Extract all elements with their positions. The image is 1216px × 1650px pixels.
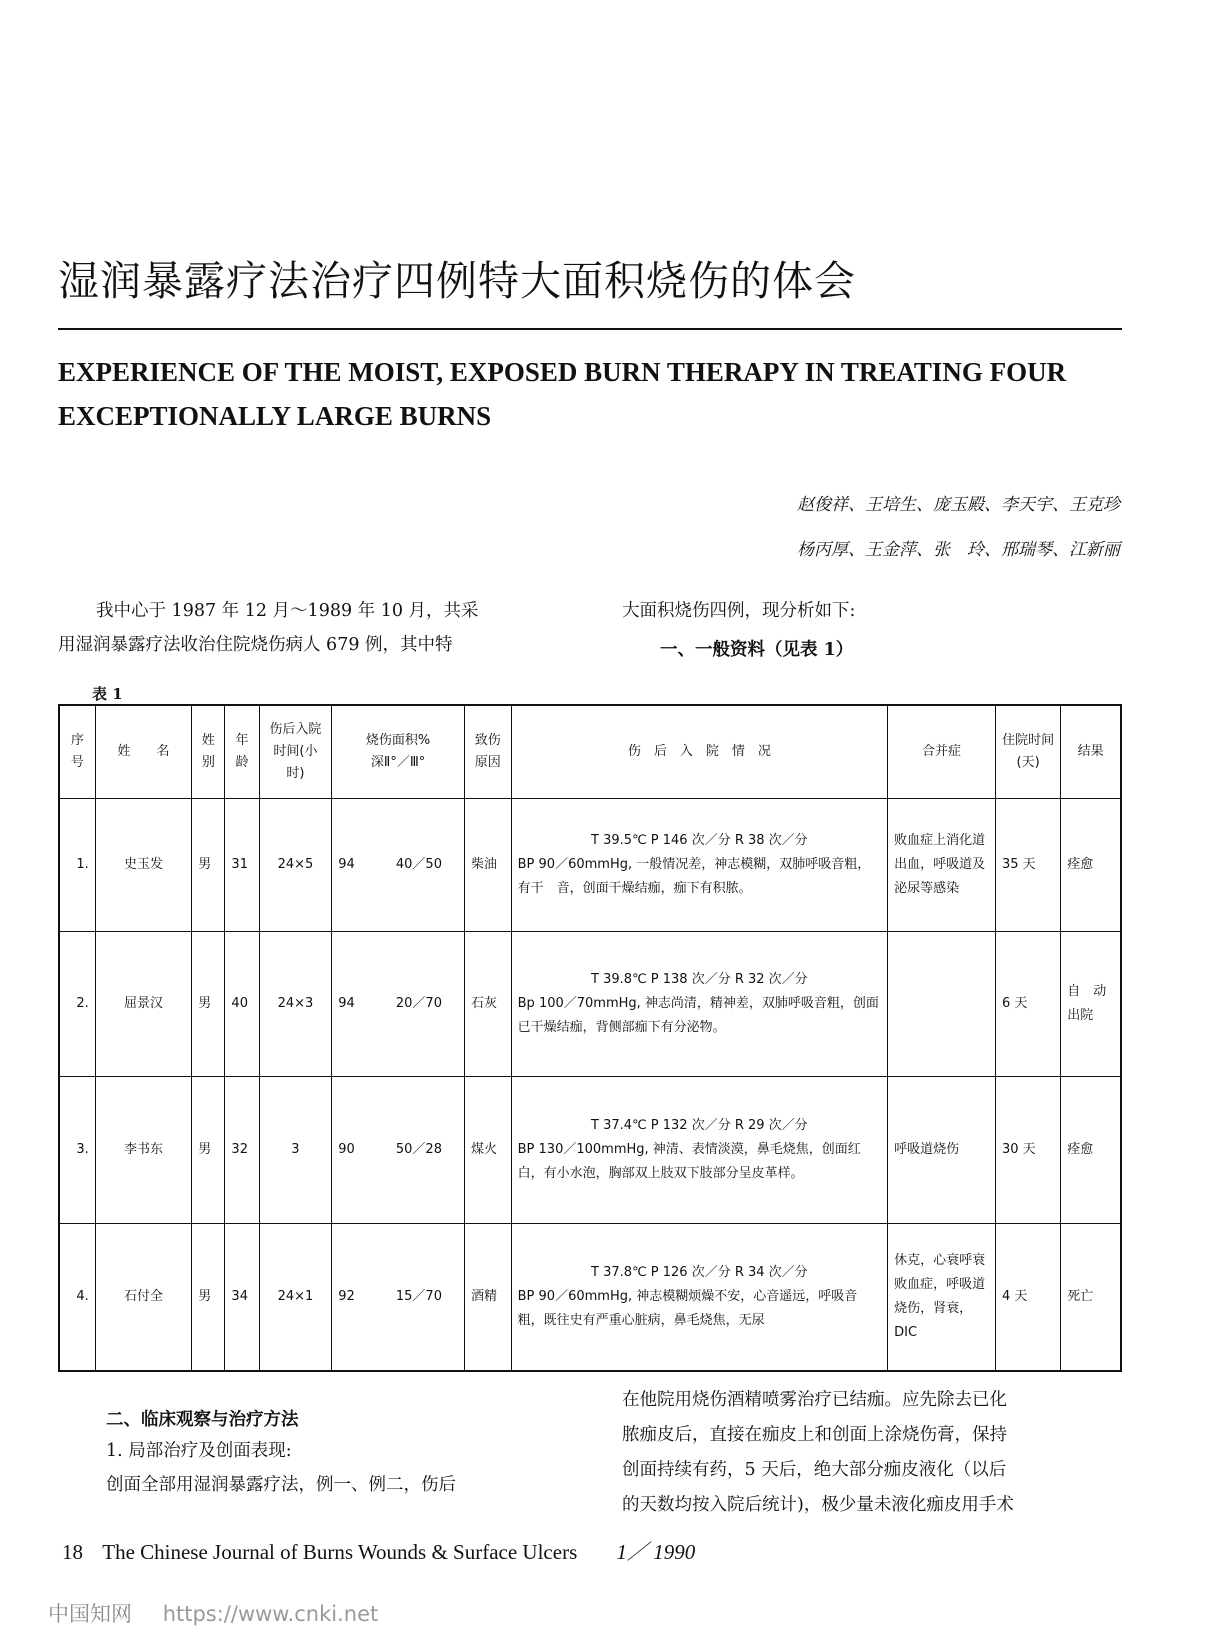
journal-name: The Chinese Journal of Burns Wounds & Surface Ulcers xyxy=(102,1540,578,1564)
cell-name: 李书东 xyxy=(95,1077,191,1224)
cell-name: 屈景汉 xyxy=(95,932,191,1077)
cell-no: 3. xyxy=(59,1077,95,1224)
intro-right-line-1: 大面积烧伤四例，现分析如下: xyxy=(622,601,856,621)
header-condition: 伤 后 入 院 情 况 xyxy=(511,705,887,799)
section-2-sub-1: 1. 局部治疗及创面表现: xyxy=(106,1441,292,1461)
cell-age: 31 xyxy=(225,799,259,932)
cell-area xyxy=(332,799,465,932)
authors-line-1: 赵俊祥、王培生、庞玉殿、李天宇、王克珍 xyxy=(797,495,1120,515)
journal-issue: 1／ 1990 xyxy=(616,1540,696,1564)
cell-sex: 男 xyxy=(192,932,225,1077)
header-age: 年龄 xyxy=(225,705,259,799)
cell-area-ratio: 40／50 xyxy=(395,857,442,872)
header-stay: 住院时间(天) xyxy=(995,705,1060,799)
cnki-watermark xyxy=(48,1598,378,1628)
cell-area-ratio: 20／70 xyxy=(395,996,442,1011)
cell-complication: 休克，心衰呼衰败血症，呼吸道烧伤，肾衰，DIC xyxy=(888,1224,996,1372)
cell-area-total: 90 xyxy=(338,1142,355,1157)
header-area-sub: 深Ⅱ°／Ⅲ° xyxy=(370,755,426,770)
cell-sex: 男 xyxy=(192,1077,225,1224)
header-result: 结果 xyxy=(1061,705,1121,799)
cell-name: 石付全 xyxy=(95,1224,191,1372)
condition-detail: BP 90／60mmHg, 一般情况差，神志模糊，双肺呼吸音粗，有干 音，创面干燥结痂，痂下有积脓。 xyxy=(517,857,871,896)
watermark-brand: 中国知网 xyxy=(48,1602,132,1626)
cell-area-ratio: 50／28 xyxy=(395,1142,442,1157)
page-footer xyxy=(62,1536,695,1566)
section-2-left-line-3: 创面全部用湿润暴露疗法，例一、例二，伤后 xyxy=(106,1475,456,1495)
cell-age: 40 xyxy=(225,932,259,1077)
cell-stay: 30 天 xyxy=(995,1077,1060,1224)
cell-cause: 酒精 xyxy=(464,1224,511,1372)
section-2-right-line-3: 创面持续有药，5 天后，绝大部分痂皮液化（以后 xyxy=(622,1460,1007,1480)
condition-vitals: T 37.4℃ P 132 次／分 R 29 次／分 xyxy=(591,1118,808,1133)
header-cause: 致伤原因 xyxy=(464,705,511,799)
header-name: 姓 名 xyxy=(95,705,191,799)
cell-stay: 6 天 xyxy=(995,932,1060,1077)
cell-no: 2. xyxy=(59,932,95,1077)
cell-age: 32 xyxy=(225,1077,259,1224)
header-burn-area xyxy=(332,705,465,799)
page-number: 18 xyxy=(62,1540,83,1564)
condition-detail: Bp 100／70mmHg, 神志尚清，精神差，双肺呼吸音粗，创面已干燥结痂，背侧部痂下有分泌物。 xyxy=(517,996,879,1035)
english-title: EXPERIENCE OF THE MOIST, EXPOSED BURN THERAPY IN TREATING FOUR EXCEPTIONALLY LARGE BURNS xyxy=(58,357,1067,431)
table-row xyxy=(59,932,1121,1077)
cell-result: 死亡 xyxy=(1061,1224,1121,1372)
section-2-right-line-1: 在他院用烧伤酒精喷雾治疗已结痂。应先除去已化 xyxy=(622,1390,1007,1410)
cell-area xyxy=(332,932,465,1077)
table-row xyxy=(59,1077,1121,1224)
case-table xyxy=(58,704,1122,1372)
cell-area xyxy=(332,1077,465,1224)
cell-sex: 男 xyxy=(192,799,225,932)
cell-cause: 煤火 xyxy=(464,1077,511,1224)
table-row xyxy=(59,1224,1121,1372)
header-no: 序号 xyxy=(59,705,95,799)
header-admit-time: 伤后入院时间(小时) xyxy=(259,705,332,799)
cell-result: 痊愈 xyxy=(1061,799,1121,932)
cell-name: 史玉发 xyxy=(95,799,191,932)
table-label: 表 1 xyxy=(92,685,123,703)
condition-vitals: T 39.8℃ P 138 次／分 R 32 次／分 xyxy=(591,972,808,987)
cell-condition xyxy=(511,799,887,932)
cell-stay: 35 天 xyxy=(995,799,1060,932)
cell-area-total: 94 xyxy=(338,857,355,872)
cell-cause: 石灰 xyxy=(464,932,511,1077)
cell-condition xyxy=(511,1077,887,1224)
cell-sex: 男 xyxy=(192,1224,225,1372)
header-complication: 合并症 xyxy=(888,705,996,799)
cell-age: 34 xyxy=(225,1224,259,1372)
cell-admit: 24×1 xyxy=(259,1224,332,1372)
section-2-heading: 二、临床观察与治疗方法 xyxy=(106,1410,299,1430)
cell-no: 4. xyxy=(59,1224,95,1372)
cell-area-total: 92 xyxy=(338,1289,355,1304)
table-row xyxy=(59,799,1121,932)
cell-admit: 24×5 xyxy=(259,799,332,932)
title-divider xyxy=(58,328,1122,330)
intro-left-line-2: 用湿润暴露疗法收治住院烧伤病人 679 例，其中特 xyxy=(58,635,453,655)
condition-vitals: T 37.8℃ P 126 次／分 R 34 次／分 xyxy=(591,1265,808,1280)
header-area-top: 烧伤面积% xyxy=(365,733,431,748)
cell-complication xyxy=(888,932,996,1077)
condition-detail: BP 130／100mmHg, 神清、表情淡漠，鼻毛烧焦，创面红白，有小水泡，胸部双上肢双下肢部分呈皮革样。 xyxy=(517,1142,861,1181)
cell-complication: 呼吸道烧伤 xyxy=(888,1077,996,1224)
section-1-heading: 一、一般资料（见表 1） xyxy=(660,640,854,660)
cell-condition xyxy=(511,1224,887,1372)
table-header-row xyxy=(59,705,1121,799)
cell-result: 自 动出院 xyxy=(1061,932,1121,1077)
cell-complication: 败血症上消化道出血，呼吸道及泌尿等感染 xyxy=(888,799,996,932)
cell-admit: 3 xyxy=(259,1077,332,1224)
condition-vitals: T 39.5℃ P 146 次／分 R 38 次／分 xyxy=(591,833,808,848)
condition-detail: BP 90／60mmHg, 神志模糊烦燥不安，心音遥远，呼吸音粗，既往史有严重心脏病，鼻毛烧焦，无尿 xyxy=(517,1289,858,1328)
intro-left-line-1: 我中心于 1987 年 12 月～1989 年 10 月，共采 xyxy=(96,601,479,621)
cell-area-total: 94 xyxy=(338,996,355,1011)
watermark-url: https://www.cnki.net xyxy=(162,1602,379,1626)
cell-area-ratio: 15／70 xyxy=(395,1289,442,1304)
cell-no: 1. xyxy=(59,799,95,932)
cell-area xyxy=(332,1224,465,1372)
section-2-right-line-4: 的天数均按入院后统计)，极少量未液化痂皮用手术 xyxy=(622,1495,1014,1515)
cell-admit: 24×3 xyxy=(259,932,332,1077)
authors-line-2: 杨丙厚、王金萍、张 玲、邢瑞琴、江新丽 xyxy=(797,540,1120,560)
header-sex: 姓别 xyxy=(192,705,225,799)
page-title: 湿润暴露疗法治疗四例特大面积烧伤的体会 xyxy=(58,257,856,305)
section-2-right-line-2: 脓痂皮后，直接在痂皮上和创面上涂烧伤膏，保持 xyxy=(622,1425,1007,1445)
cell-cause: 柴油 xyxy=(464,799,511,932)
cell-stay: 4 天 xyxy=(995,1224,1060,1372)
cell-result: 痊愈 xyxy=(1061,1077,1121,1224)
cell-condition xyxy=(511,932,887,1077)
